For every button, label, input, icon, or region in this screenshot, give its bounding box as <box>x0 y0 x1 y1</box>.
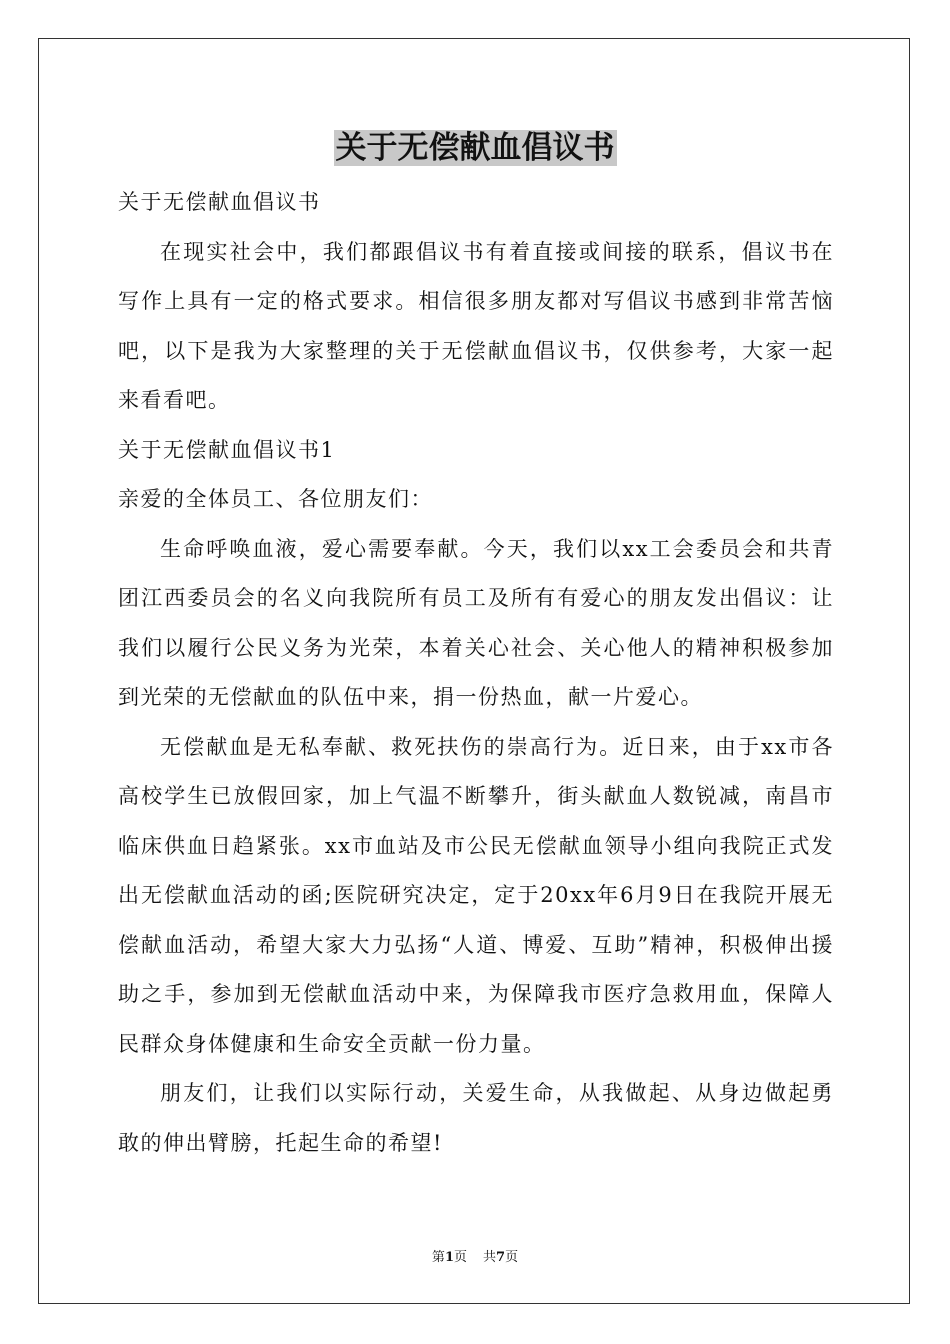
paragraph-body-3: 朋友们，让我们以实际行动，关爱生命，从我做起、从身边做起勇敢的伸出臂膀，托起生命的希望! <box>118 1081 834 1155</box>
paragraph-section-title: 关于无偿献血倡议书1 <box>118 437 336 462</box>
page-number: 1 <box>444 1250 454 1265</box>
paragraph-heading: 关于无偿献血倡议书 <box>118 190 321 214</box>
page-footer <box>0 1250 950 1266</box>
total-prefix: 共 <box>483 1250 497 1265</box>
paragraph-intro: 在现实社会中，我们都跟倡议书有着直接或间接的联系，倡议书在写作上具有一定的格式要求。相信很多朋友都对写倡议书感到非常苦恼吧，以下是我为大家整理的关于无偿献血倡议书，仅供参考，大家一起来看看吧。 <box>118 239 834 412</box>
document-title <box>0 124 950 172</box>
total-suffix: 页 <box>505 1250 519 1265</box>
document-title-text: 关于无偿献血倡议书 <box>335 130 615 166</box>
total-pages: 7 <box>496 1250 506 1265</box>
page-suffix: 页 <box>453 1250 467 1265</box>
document-body <box>118 178 834 1168</box>
paragraph-salutation: 亲爱的全体员工、各位朋友们： <box>118 487 433 511</box>
page-prefix: 第 <box>431 1250 445 1265</box>
paragraph-body-2: 无偿献血是无私奉献、救死扶伤的崇高行为。近日来，由于xx市各高校学生已放假回家，加上气温不断攀升，街头献血人数锐减，南昌市临床供血日趋紧张。xx市血站及市公民无偿献血领导小组向我院正式发出无偿献血活动的函;医院研究决定，定于20xx年6月9日在我院开展无偿献血活动，希望大家大力弘扬“人道、博爱、互助”精神，积极伸出援助之手，参加到无偿献血活动中来，为保障我市医疗急救用血，保障人民群众身体健康和生命安全贡献一份力量。 <box>118 734 834 1056</box>
paragraph-body-1: 生命呼唤血液，爱心需要奉献。今天，我们以xx工会委员会和共青团江西委员会的名义向我院所有员工及所有有爱心的朋友发出倡议：让我们以履行公民义务为光荣，本着关心社会、关心他人的精神积极参加到光荣的无偿献血的队伍中来，捐一份热血，献一片爱心。 <box>118 536 834 709</box>
